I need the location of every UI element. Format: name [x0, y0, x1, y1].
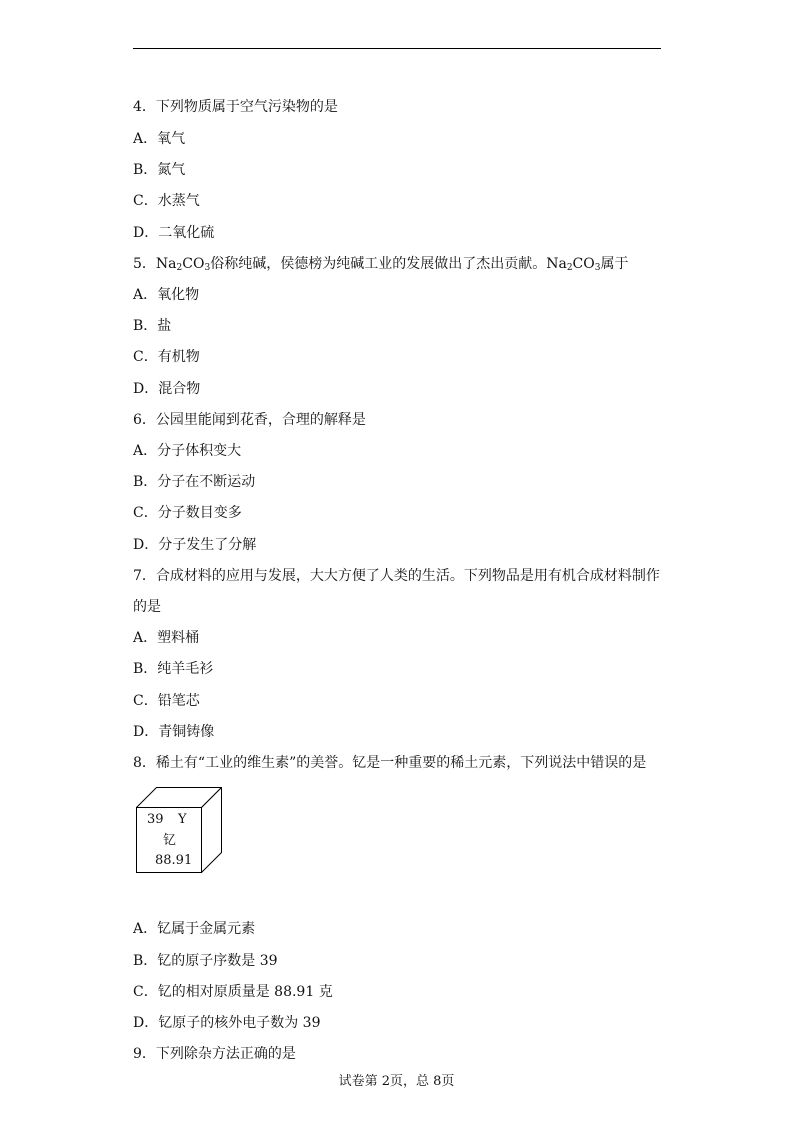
question-7-stem-line-1: 7．合成材料的应用与发展，大大方便了人类的生活。下列物品是用有机合成材料制作 [133, 568, 660, 584]
element-atomic-number: 39 [147, 812, 164, 827]
question-8-option-a: A．钇属于金属元素 [133, 921, 256, 937]
question-5-stem-text: 俗称纯碱，侯德榜为纯碱工业的发展做出了杰出贡献。 [210, 256, 547, 272]
question-5-option-d: D．混合物 [133, 381, 201, 397]
element-symbol: Y [178, 812, 187, 827]
element-atomic-mass: 88.91 [155, 853, 193, 868]
question-4-stem: 4．下列物质属于空气污染物的是 [133, 99, 338, 115]
formula-na2co3-repeat: $Na_2CO_3$ [546, 256, 601, 273]
question-8-option-b: B．钇的原子序数是 39 [133, 953, 278, 969]
question-6-option-d: D．分子发生了分解 [133, 537, 257, 553]
question-5-option-a: A．氧化物 [133, 287, 200, 303]
question-8-option-d: D．钇原子的核外电子数为 39 [133, 1015, 321, 1031]
question-5-option-b: B．盐 [133, 318, 172, 334]
element-name: 钇 [163, 833, 177, 848]
question-4-option-d: D．二氧化硫 [133, 225, 215, 241]
question-8-option-c: C．钇的相对原质量是 88.91 克 [133, 984, 333, 1000]
question-7-option-a: A．塑料桶 [133, 630, 200, 646]
question-7-option-c: C．铅笔芯 [133, 693, 200, 709]
header-rule [133, 48, 661, 49]
question-6-option-c: C．分子数目变多 [133, 505, 242, 521]
question-5-stem-tail: 属于 [600, 256, 629, 272]
question-8-stem: 8．稀土有“工业的维生素”的美誉。钇是一种重要的稀土元素，下列说法中错误的是 [133, 755, 647, 771]
question-5-number: 5． [133, 256, 156, 272]
question-5-option-c: C．有机物 [133, 349, 200, 365]
element-tile-yttrium [136, 787, 222, 873]
question-6-option-b: B．分子在不断运动 [133, 474, 256, 490]
question-6-stem: 6．公园里能闻到花香，合理的解释是 [133, 412, 366, 428]
question-9-stem: 9．下列除杂方法正确的是 [133, 1046, 296, 1062]
page-footer: 试卷第 2页，总 8页 [338, 1074, 455, 1089]
question-7-option-b: B．纯羊毛衫 [133, 661, 214, 677]
question-4-option-c: C．水蒸气 [133, 193, 200, 209]
question-4-option-b: B．氮气 [133, 162, 186, 178]
question-6-option-a: A．分子体积变大 [133, 443, 242, 459]
question-7-stem-line-2: 的是 [133, 599, 161, 615]
question-4-option-a: A．氧气 [133, 131, 186, 147]
question-7-option-d: D．青铜铸像 [133, 724, 215, 740]
question-5-stem [133, 255, 628, 273]
formula-na2co3: $Na_2CO_3$ [155, 256, 211, 273]
